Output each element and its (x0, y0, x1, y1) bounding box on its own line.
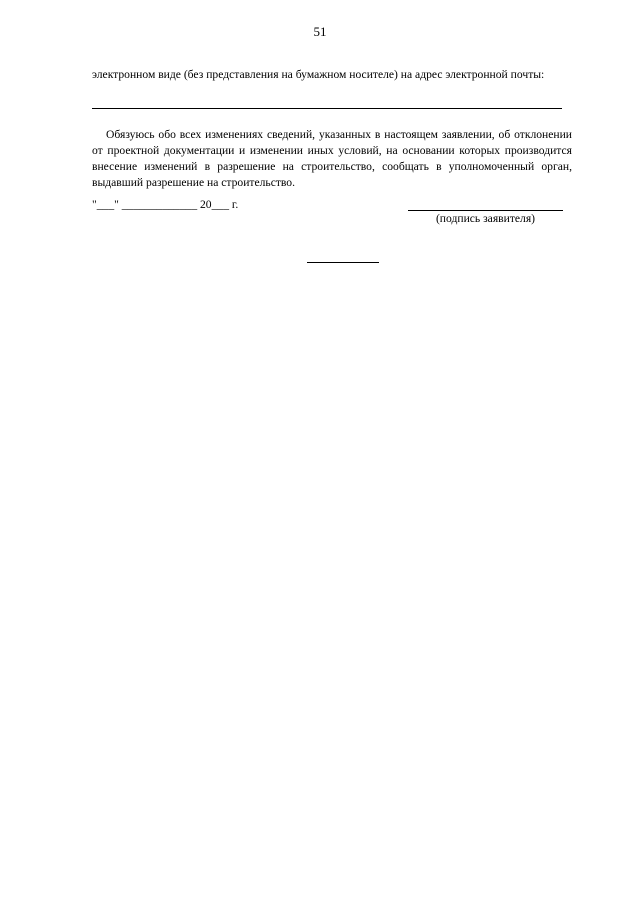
delivery-method-text: электронном виде (без представления на бумажном носителе) на адрес электронной почты: (92, 68, 545, 81)
date-field: "___" _____________ 20___ г. (92, 198, 239, 211)
signature-caption: (подпись заявителя) (435, 212, 536, 225)
end-of-document-rule (307, 262, 379, 263)
email-address-blank-line (92, 108, 562, 109)
obligation-paragraph: Обязуюсь обо всех изменениях сведений, указанных в настоящем заявлении, об отклонении от проектной документации и изменении иных условий, на основании которых производится внесение изменений в разрешение на строительство, сообщать в уполномоченный орган, выдавший разрешение на строительство. (92, 128, 572, 189)
page-number: 51 (313, 24, 327, 39)
